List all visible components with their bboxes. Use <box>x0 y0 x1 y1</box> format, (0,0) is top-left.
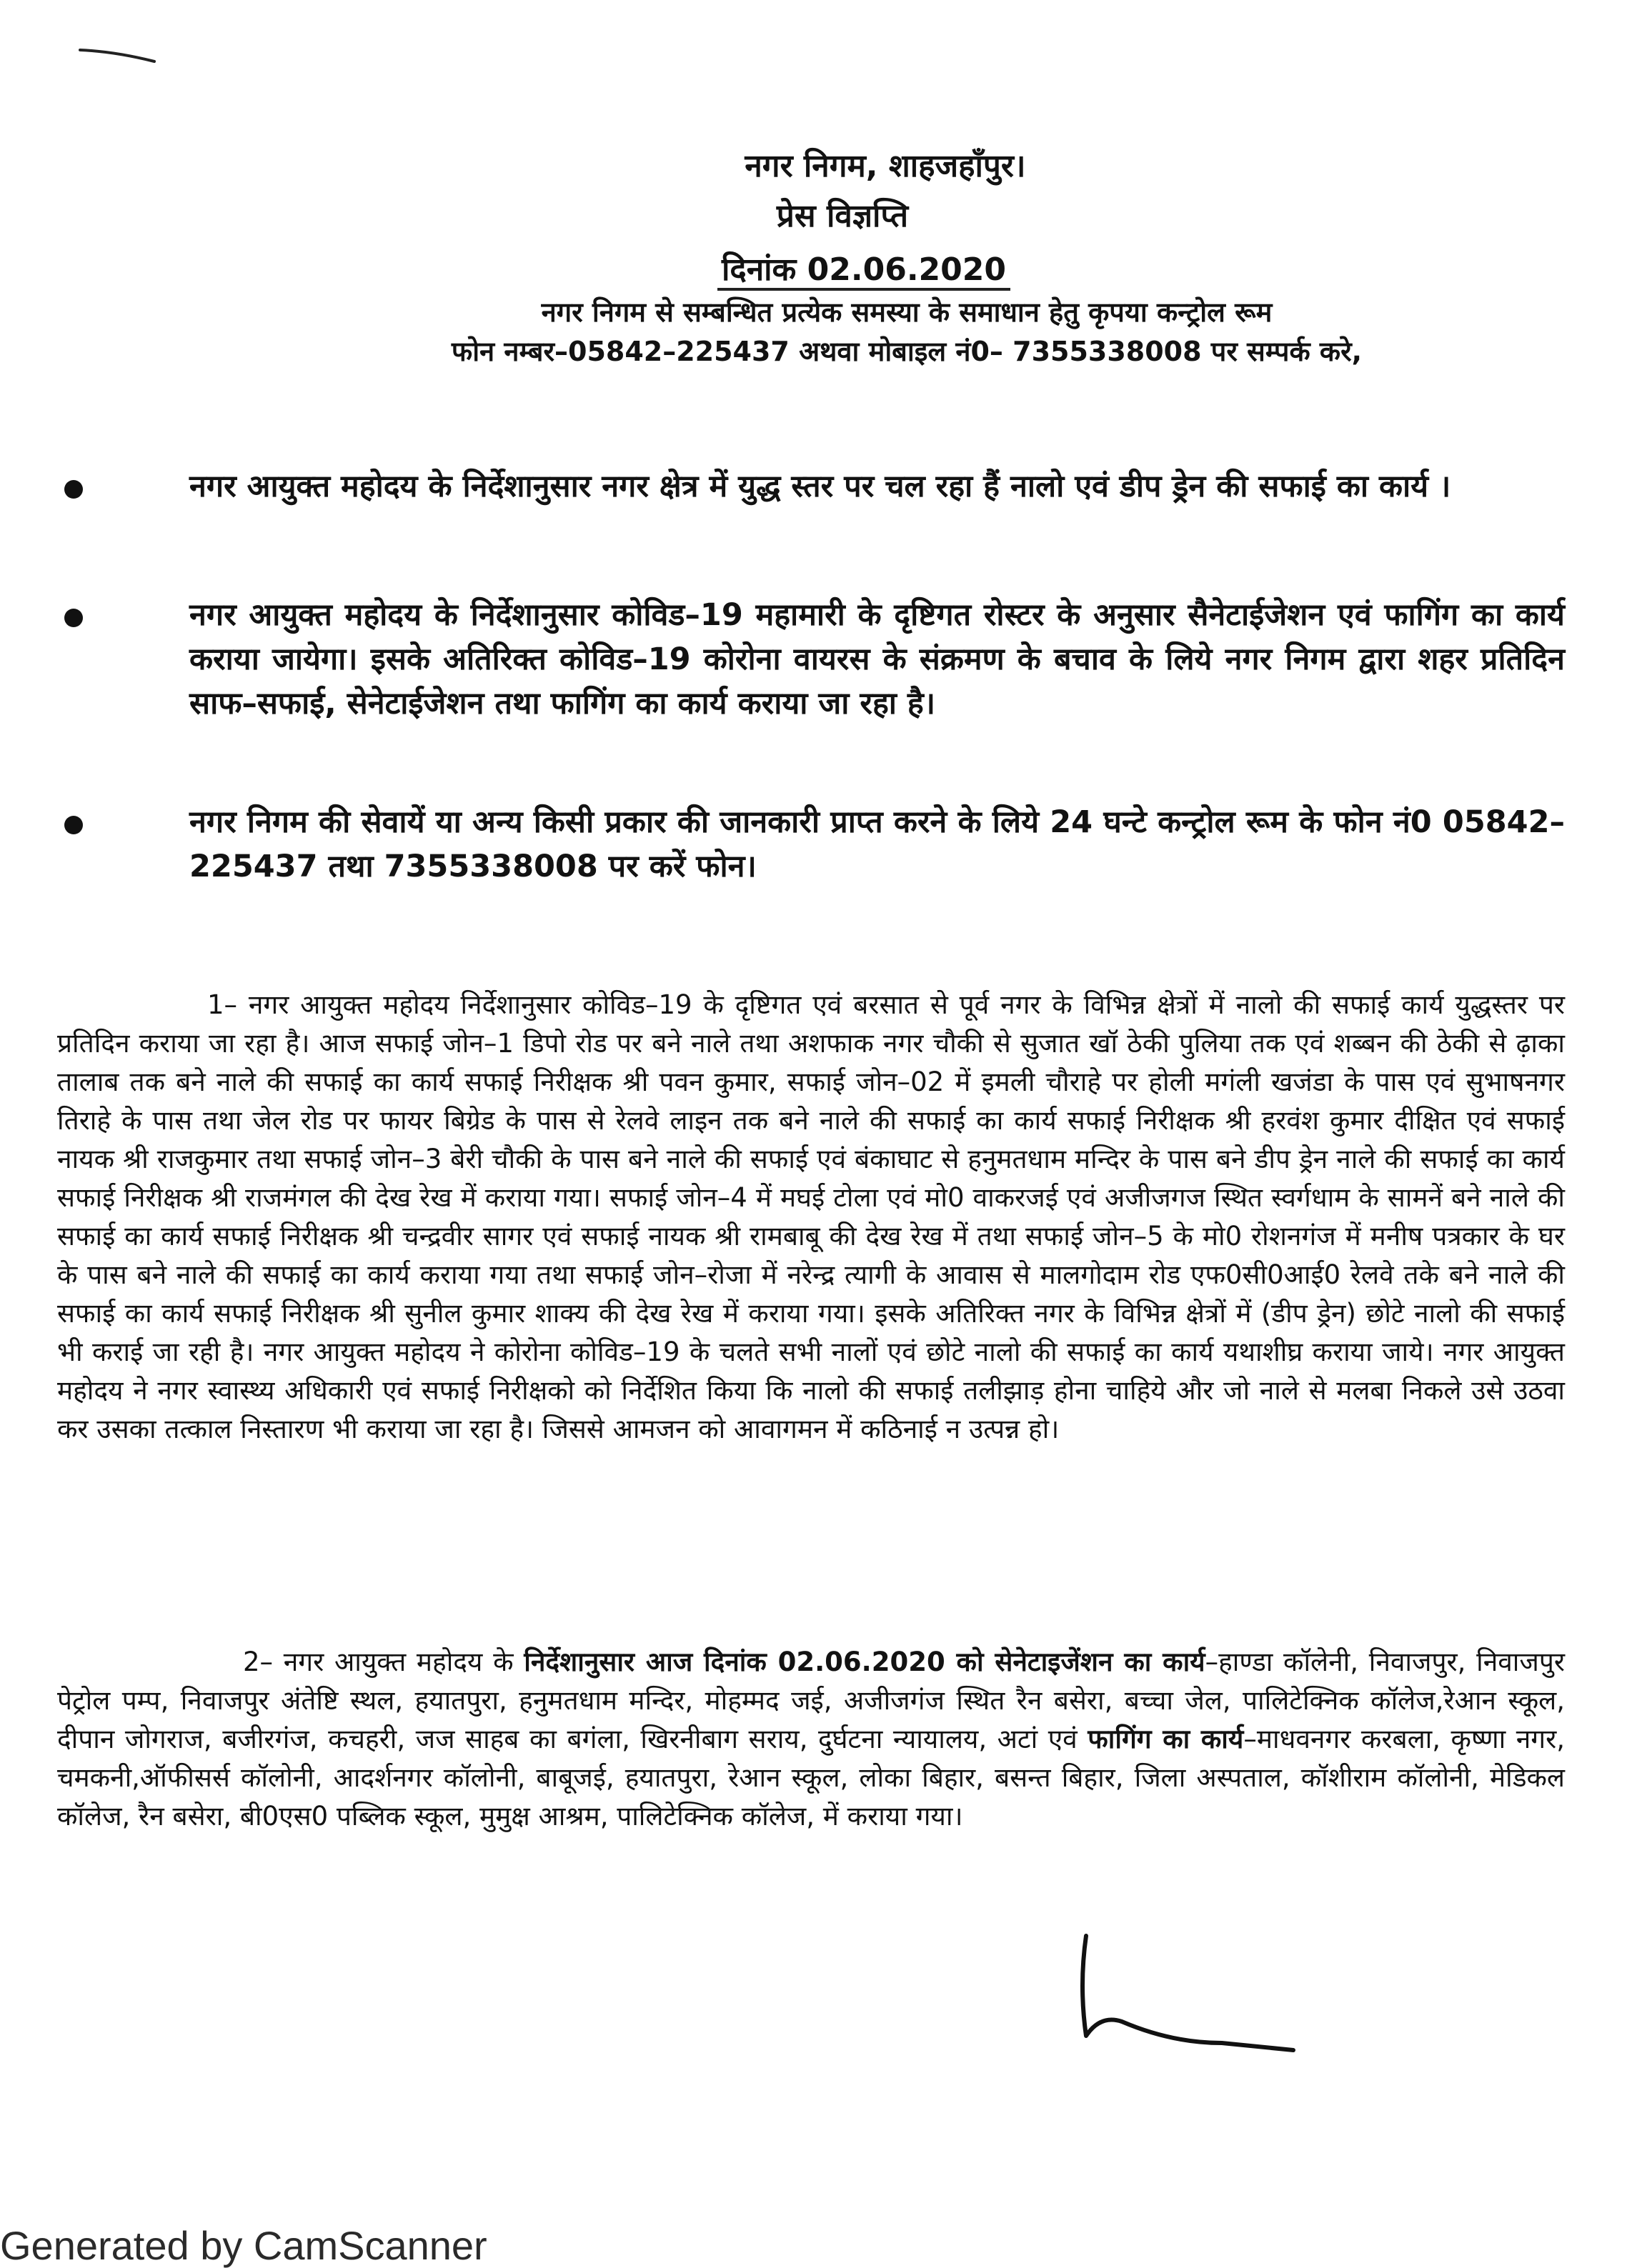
org-name: नगर निगम, शाहजहाँपुर। <box>745 148 1026 184</box>
bullet-item <box>64 593 1565 726</box>
signature <box>1058 1929 1315 2072</box>
para2-bold-sanitization: निर्देशानुसार आज दिनांक 02.06.2020 को सेनेटाइजेंशन का कार्य <box>524 1647 1205 1677</box>
paragraph-cleaning-report: 1– नगर आयुक्त महोदय निर्देशानुसार कोविड–19 के दृष्टिगत एवं बरसात से पूर्व नगर के विभिन्न क्षेत्रों में नालो की सफाई कार्य युद्धस्तर पर प्रतिदिन कराया जा रहा है। आज सफाई जोन–1 डिपो रोड पर बने नाले तथा अशफाक नगर चौकी से सुजात खॉ ठेकी पुलिया तक एवं शब्बन की ठेकी से ढ़ाका तालाब तक बने नाले की सफाई का कार्य सफाई निरीक्षक श्री पवन कुमार, सफाई जोन–02 में इमली चौराहे पर होली मगंली खजंडा के पास एवं सुभाषनगर तिराहे के पास तथा जेल रोड पर फायर बिग्रेड के पास से रेलवे लाइन तक बने नाले की सफाई का कार्य सफाई निरीक्षक श्री हरवंश कुमार दीक्षित एवं सफाई नायक श्री राजकुमार तथा सफाई जोन–3 बेरी चौकी के पास बने नाले की सफाई एवं बंकाघाट से हनुमतधाम मन्दिर के पास बने डीप ड्रेन नाले की सफाई का कार्य सफाई निरीक्षक श्री राजमंगल की देख रेख में कराया गया। सफाई जोन–4 में मघई टोला एवं मो0 वाकरजई एवं अजीजगज स्थित स्वर्गधाम के सामनें बने नाले की सफाई का कार्य सफाई निरीक्षक श्री चन्द्रवीर सागर एवं सफाई नायक श्री रामबाबू की देख रेख में तथा सफाई जोन–5 के मो0 रोशनगंज में मनीष पत्रकार के घर के पास बने नाले की सफाई का कार्य कराया गया तथा सफाई जोन–रोजा में नरेन्द्र त्यागी के आवास से मालगोदाम रोड एफ0सी0आई0 रेलवे तके बने नाले की सफाई का कार्य सफाई निरीक्षक श्री सुनील कुमार शाक्य की देख रेख में कराया गया। इसके अतिरिक्त नगर के विभिन्न क्षेत्रों में (डीप ड्रेन) छोटे नालो की सफाई भी कराई जा रही है। नगर आयुक्त महोदय ने कोरोना कोविड–19 के चलते सभी नालों एवं छोटे नालो की सफाई का कार्य यथाशीघ्र कराया जाये। नगर आयुक्त महोदय ने नगर स्वास्थ्य अधिकारी एवं सफाई निरीक्षको को निर्देशित किया कि नालो की सफाई तलीझाड़ होना चाहिये और जो नाले से मलबा निकले उसे उठवा कर उसका तत्काल निस्तारण भी कराया जा रहा है। जिससे आमजन को आवागमन में कठिनाई न उत्पन्न हो। <box>57 989 1565 1444</box>
para2-bold-fogging: फागिंग का कार्य <box>1088 1724 1244 1754</box>
bullet-text: नगर निगम की सेवायें या अन्य किसी प्रकार की जानकारी प्राप्त करने के लिये 24 घन्टे कन्ट्रोल रूम के फोन नं0 05842–225437 तथा 7355338008 पर करें फोन। <box>189 804 1565 884</box>
bullet-text: नगर आयुक्त महोदय के निर्देशानुसार कोविड–19 महामारी के दृष्टिगत रोस्टर के अनुसार सैनेटाईजेशन एवं फागिंग का कार्य कराया जायेगा। इसके अतिरिक्त कोविड–19 कोरोना वायरस के संक्रमण के बचाव के लिये नगर निगम द्वारा शहर प्रतिदिन साफ–सफाई, सेनेटाईजेशन तथा फागिंग का कार्य कराया जा रहा है। <box>189 597 1565 721</box>
pen-stroke-mark <box>79 44 157 66</box>
para2-locations: –हाण्डा कॉलेनी, निवाजपुर, निवाजपुर पेट्रोल पम्प, निवाजपुर अंतेष्टि स्थल, हयातपुरा, हनुमतधाम मन्दिर, मोहम्मद जई, अजीजगंज स्थित रैन बसेरा, बच्चा जेल, पालिटेक्निक कॉलेज,रेआन स्कूल, दीपान जोगराज, बजीरगंज, कचहरी, जज साहब का बगंला, खिरनीबाग सराय, दुर्घटना न्यायालय, अटां एवं <box>57 1647 1565 1754</box>
scanner-watermark: Generated by CamScanner <box>0 2223 487 2268</box>
para2-lead: 2– नगर आयुक्त महोदय के <box>243 1647 524 1677</box>
contact-numbers-line: फोन नम्बर–05842–225437 अथवा मोबाइल नं0– 7355338008 पर सम्पर्क करे, <box>451 336 1363 367</box>
para2-fogging-locations: –माधवनगर करबला, कृष्णा नगर, चमकनी,ऑफीसर्स कॉलोनी, आदर्शनगर कॉलोनी, बाबूजई, हयातपुरा, रेआन स्कूल, लोका बिहार, बसन्त बिहार, जिला अस्पताल, कॉशीराम कॉलोनी, मेडिकल कॉलेज, रैन बसेरा, बी0एस0 पब्लिक स्कूल, मुमुक्ष आश्रम, पालिटेक्निक कॉलेज, में कराया गया। <box>57 1724 1565 1832</box>
bullet-dot-icon <box>64 609 83 627</box>
bullet-item <box>64 464 1565 509</box>
release-date <box>43 246 1642 289</box>
control-room-line: नगर निगम से सम्बन्धित प्रत्येक समस्या के समाधान हेतु कृपया कन्ट्रोल रूम <box>541 296 1273 328</box>
bullet-item <box>64 800 1565 889</box>
bullet-dot-icon <box>64 480 83 499</box>
paragraph-sanitization-report <box>57 1643 1565 1836</box>
bullet-dot-icon <box>64 816 83 834</box>
release-date-text: दिनांक 02.06.2020 <box>717 251 1010 291</box>
press-release-title: प्रेस विज्ञप्ति <box>776 198 909 234</box>
bullet-text: नगर आयुक्त महोदय के निर्देशानुसार नगर क्षेत्र में युद्ध स्तर पर चल रहा हैं नालो एवं डीप ड्रेन की सफाई का कार्य । <box>189 469 1451 504</box>
